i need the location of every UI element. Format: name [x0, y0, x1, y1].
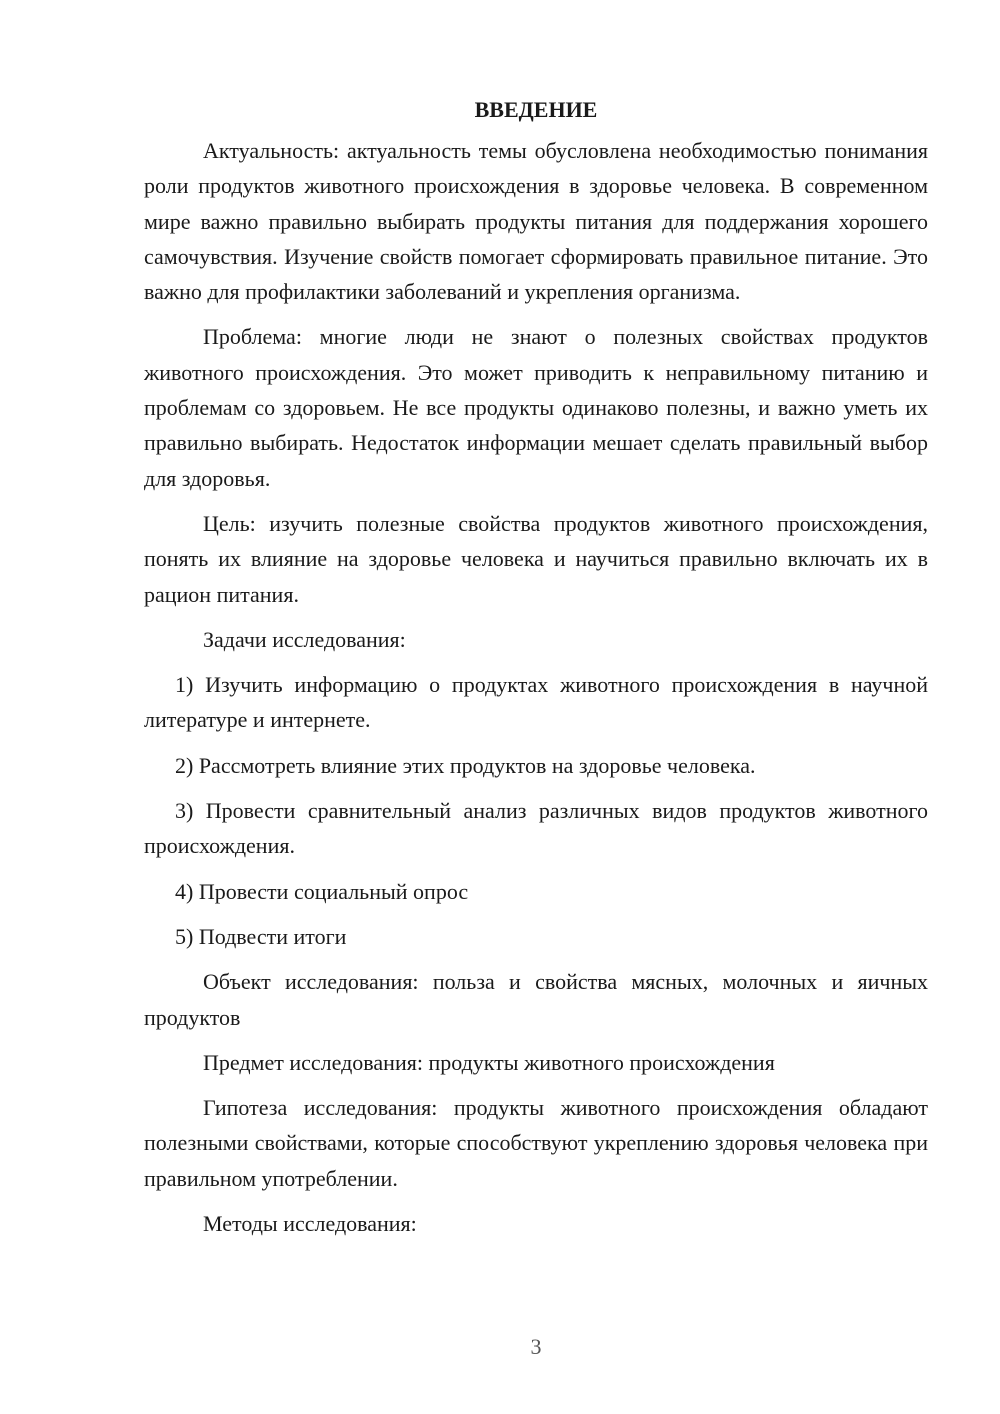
- task-item: 1) Изучить информацию о продуктах животного происхождения в научной литературе и интернете.: [144, 672, 928, 733]
- paragraph-hypothesis: Гипотеза исследования: продукты животного происхождения обладают полезными свойствами, которые способствуют укреплению здоровья человека при правильном употреблении.: [144, 1095, 928, 1191]
- methods-heading: Методы исследования:: [203, 1211, 417, 1237]
- paragraph-object: Объект исследования: польза и свойства мясных, молочных и яичных продуктов: [144, 969, 928, 1030]
- task-item: 5) Подвести итоги: [175, 923, 347, 949]
- paragraph-problem: Проблема: многие люди не знают о полезных свойствах продуктов животного происхождения. Это может приводить к неправильному питанию и проблемам со здоровьем. Не все продукты одинаково полезны, и важно уметь их правильно выбирать. Недостаток информации мешает сделать правильный выбор для здоровья.: [144, 324, 928, 491]
- task-item: 3) Провести сравнительный анализ различных видов продуктов животного происхождения.: [144, 798, 928, 859]
- page-number: 3: [530, 1334, 542, 1359]
- paragraph-relevance: Актуальность: актуальность темы обусловлена необходимостью понимания роли продуктов животного происхождения в здоровье человека. В современном мире важно правильно выбирать продукты питания для поддержания хорошего самочувствия. Изучение свойств помогает сформировать правильное питание. Это важно для профилактики заболеваний и укрепления организма.: [144, 138, 928, 305]
- task-item: 4) Провести социальный опрос: [175, 878, 469, 904]
- paragraph-goal: Цель: изучить полезные свойства продуктов животного происхождения, понять их влияние на здоровье человека и научиться правильно включать их в рацион питания.: [144, 510, 928, 607]
- page-content: [144, 92, 928, 1251]
- paragraph-subject: Предмет исследования: продукты животного происхождения: [203, 1049, 775, 1075]
- task-item: 2) Рассмотреть влияние этих продуктов на здоровье человека.: [175, 752, 756, 778]
- tasks-heading: Задачи исследования:: [203, 626, 406, 652]
- section-heading: ВВЕДЕНИЕ: [474, 97, 598, 122]
